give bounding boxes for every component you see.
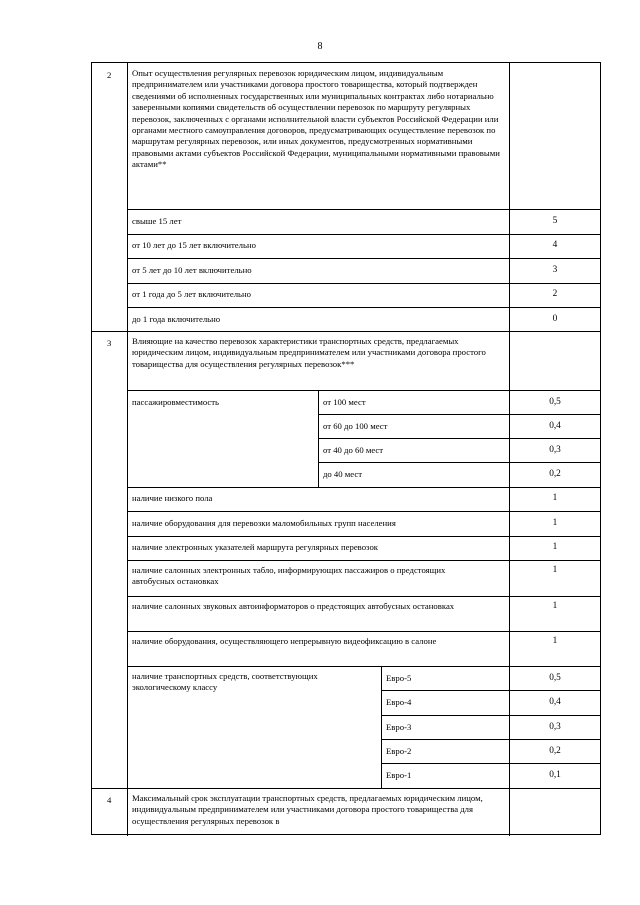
experience-label: от 1 года до 5 лет включительно: [132, 289, 251, 299]
experience-label: от 10 лет до 15 лет включительно: [132, 240, 256, 250]
row-line: [127, 487, 601, 488]
row-line: [127, 234, 601, 235]
experience-score: 4: [552, 240, 558, 250]
feature-label: наличие салонных звуковых автоинформаторов о предстоящих автобусных остановках: [132, 601, 455, 611]
feature-label: наличие низкого пола: [132, 493, 213, 503]
capacity-range: от 100 мест: [323, 397, 366, 407]
section-title: Максимальный срок эксплуатации транспортных средств, предлагаемых юридическим лицом, индивидуальным предпринимателем или участниками договора простого товарищества для осуществления регулярных перевозок в: [132, 793, 483, 826]
capacity-score: 0,5: [549, 397, 561, 407]
feature-label: наличие оборудования, осуществляющего непрерывную видеофиксацию в салоне: [132, 636, 437, 646]
feature-score: 1: [552, 493, 558, 503]
eco-score: 0,2: [549, 746, 561, 756]
row-line: [127, 307, 601, 308]
experience-score: 0: [552, 314, 558, 324]
eco-score: 0,5: [549, 673, 561, 683]
feature-score: 1: [552, 636, 558, 646]
eco-class: Евро-5: [386, 673, 412, 683]
eco-class: Евро-2: [386, 746, 412, 756]
eco-score: 0,1: [549, 770, 561, 780]
row-line: [381, 763, 601, 764]
row-line: [318, 414, 601, 415]
capacity-range: до 40 мест: [323, 469, 363, 479]
row-line: [127, 209, 601, 210]
experience-label: свыше 15 лет: [132, 216, 182, 226]
capacity-score: 0,3: [549, 445, 561, 455]
capacity-range: от 40 до 60 мест: [323, 445, 384, 455]
section-title: Влияющие на качество перевозок характеристики транспортных средств, предлагаемых юридическим лицом, индивидуальным предпринимателем или участниками договора простого товарищества для осуществления регулярных перевозок***: [132, 336, 486, 369]
experience-score: 5: [552, 216, 558, 226]
feature-score: 1: [552, 518, 558, 528]
feature-score: 1: [552, 565, 558, 575]
col-divider-eco: [381, 666, 382, 788]
row-line: [127, 666, 601, 667]
eco-label: наличие транспортных средств, соответствующих экологическому классу: [132, 671, 318, 693]
row-line: [318, 462, 601, 463]
section-index: 3: [107, 338, 112, 348]
section-index: 2: [107, 70, 112, 80]
capacity-range: от 60 до 100 мест: [323, 421, 388, 431]
row-line: [381, 690, 601, 691]
capacity-label: пассажировместимость: [132, 397, 220, 407]
capacity-score: 0,4: [549, 421, 561, 431]
section-index: 4: [107, 795, 112, 805]
feature-label: наличие оборудования для перевозки маломобильных групп населения: [132, 518, 396, 528]
row-line: [127, 536, 601, 537]
row-line: [318, 438, 601, 439]
experience-label: от 5 лет до 10 лет включительно: [132, 265, 252, 275]
eco-class: Евро-3: [386, 722, 412, 732]
eco-class: Евро-1: [386, 770, 412, 780]
row-line: [127, 258, 601, 259]
experience-score: 3: [552, 265, 558, 275]
row-line: [127, 511, 601, 512]
eco-score: 0,4: [549, 697, 561, 707]
feature-label: наличие салонных электронных табло, информирующих пассажиров о предстоящих автобусных остановках: [132, 565, 446, 587]
row-line: [127, 596, 601, 597]
feature-score: 1: [552, 601, 558, 611]
experience-score: 2: [552, 289, 558, 299]
eco-score: 0,3: [549, 722, 561, 732]
eco-class: Евро-4: [386, 697, 412, 707]
section-line: [92, 331, 601, 332]
criteria-table: [91, 62, 601, 835]
section-title: Опыт осуществления регулярных перевозок юридическим лицом, индивидуальным предпринимателем или участниками договора простого товарищества, который подтвержден сведениями об исполненных государственных или муниципальных контрактах либо нотариально заверенными копиями свидетельств об осуществлении перевозок по маршруту регулярных перевозок, заключенных с органами исполнительной власти субъектов Российской Федерации или органами местного самоуправления договоров, предусматривающих осуществление перевозок по маршрутам регулярных перевозок, или иных документов, предусмотренных нормативными правовыми актами субъектов Российской Федерации, муниципальными нормативными правовыми актами**: [132, 68, 500, 170]
page-number: 8: [317, 41, 323, 52]
row-line: [381, 739, 601, 740]
feature-score: 1: [552, 542, 558, 552]
row-line: [127, 390, 601, 391]
row-line: [127, 283, 601, 284]
capacity-score: 0,2: [549, 469, 561, 479]
row-line: [127, 631, 601, 632]
row-line: [381, 715, 601, 716]
section-line: [92, 788, 601, 789]
experience-label: до 1 года включительно: [132, 314, 221, 324]
feature-label: наличие электронных указателей маршрута регулярных перевозок: [132, 542, 379, 552]
col-divider-index: [127, 63, 128, 836]
row-line: [127, 560, 601, 561]
